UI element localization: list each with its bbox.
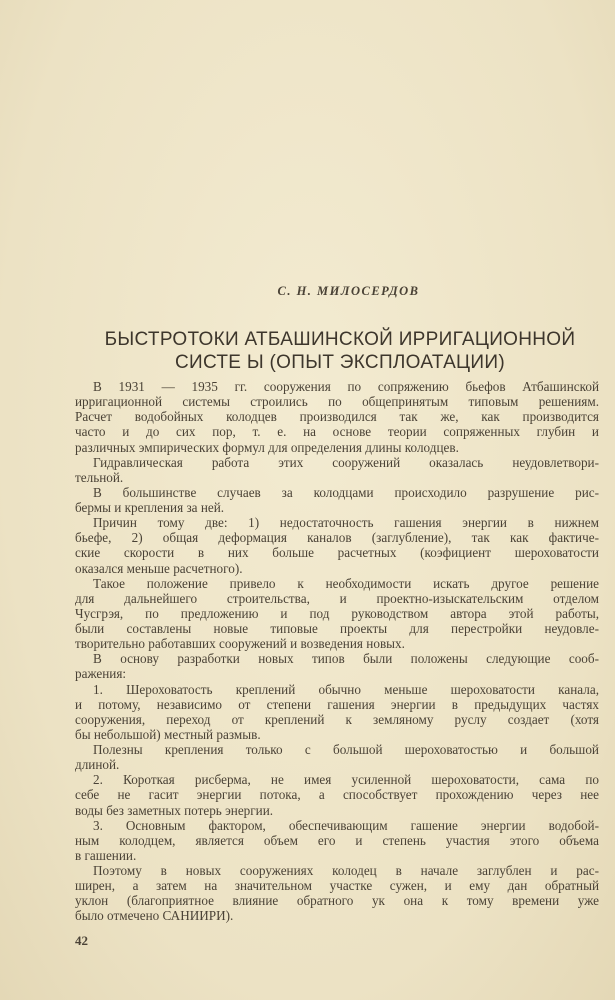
text-line: В большинстве случаев за колодцами происходило разрушение рис-: [93, 484, 599, 500]
text-line: тельной.: [75, 469, 124, 485]
text-line: оказался меньше расчетного).: [75, 560, 243, 576]
text-line: и потому, независимо от степени гашения энергии в предыдущих частях: [75, 696, 599, 712]
text-line: себе не гасит энергии потока, а способствует прохождению через нее: [75, 787, 599, 803]
text-line: В основу разработки новых типов были положены следующие сооб-: [93, 651, 599, 667]
text-line: были составлены новые типовые проекты для перестройки неудовле-: [75, 621, 599, 636]
text-line: различных эмпирических формул для определения длины колодцев.: [75, 439, 459, 455]
text-line: ражения:: [75, 666, 127, 682]
paragraph: [75, 485, 599, 515]
text-line: 3. Основным фактором, обеспечивающим гашение энергии водобой-: [93, 817, 599, 833]
text-line: воды без заметных потерь энергии.: [75, 802, 274, 818]
text-line: ным колодцем, является объем его и степень участия этого объема: [75, 832, 599, 848]
text-line: В 1931 — 1935 гг. сооружения по сопряжению бьефов Атбашинской: [93, 379, 599, 394]
paragraph: [75, 651, 599, 681]
paragraph: [75, 455, 599, 485]
text-line: Такое положение привело к необходимости искать другое решение: [93, 575, 599, 591]
paragraph: [75, 682, 599, 743]
text-line: Расчет водобойных колодцев производился так же, как производится: [75, 409, 599, 425]
text-line: бы небольшой) местный размыв.: [75, 726, 261, 742]
article-title: [70, 328, 610, 374]
page-number: 42: [75, 933, 88, 948]
paragraph: [75, 863, 599, 924]
paragraph: [75, 742, 599, 772]
author-name: С. Н. МИЛОСЕРДОВ: [277, 284, 420, 298]
text-line: Причин тому две: 1) недостаточность гашения энергии в нижнем: [93, 515, 599, 531]
title-line: БЫСТРОТОКИ АТБАШИНСКОЙ ИРРИГАЦИОННОЙ: [104, 329, 576, 350]
title-line: СИСТЕ Ы (ОПЫТ ЭКСПЛОАТАЦИИ): [175, 352, 505, 373]
text-line: для дальнейшего строительства, и проектно-изыскательским отделом: [75, 590, 599, 606]
text-line: было отмечено САНИИРИ).: [75, 908, 234, 924]
text-line: ширен, а затем на значительном участке сужен, и ему дан обратный: [75, 878, 599, 894]
text-line: творительно работавших сооружений и возведения новых.: [75, 636, 405, 652]
text-line: 1. Шероховатость креплений обычно меньше шероховатости канала,: [93, 681, 599, 697]
text-line: в гашении.: [75, 847, 137, 863]
text-line: ирригационной системы строились по общепринятым типовым решениям.: [75, 394, 599, 410]
text-line: Полезны крепления только с большой шероховатостью и большой: [93, 742, 599, 757]
paragraph: [75, 772, 599, 817]
text-line: длиной.: [75, 757, 120, 773]
text-line: сооружения, переход от креплений к земляному руслу создает (хотя: [75, 711, 599, 727]
text-line: часто и до сих пор, т. е. на основе теории сопряженных глубин и: [75, 424, 599, 440]
text-line: Чусгрэя, по предложению и под руководством автора этой работы,: [75, 605, 599, 621]
text-line: уклон (благоприятное влияние обратного ук она к тому времени уже: [75, 893, 599, 909]
paragraph: [75, 818, 599, 863]
text-line: Поэтому в новых сооружениях колодец в начале заглублен и рас-: [93, 863, 599, 878]
text-line: бьефе, 2) общая деформация каналов (заглубление), так как фактиче-: [75, 530, 599, 546]
text-line: Гидравлическая работа этих сооружений оказалась неудовлетвори-: [93, 454, 599, 470]
text-line: бермы и крепления за ней.: [75, 500, 225, 515]
paragraph: [75, 515, 599, 576]
article-body: [75, 379, 599, 924]
paragraph: [75, 576, 599, 652]
text-line: 2. Короткая рисберма, не имея усиленной шероховатости, сама по: [93, 772, 599, 788]
paragraph: [75, 379, 599, 455]
text-line: ские скорости в них больше расчетных (коэфициент шероховатости: [75, 545, 599, 561]
